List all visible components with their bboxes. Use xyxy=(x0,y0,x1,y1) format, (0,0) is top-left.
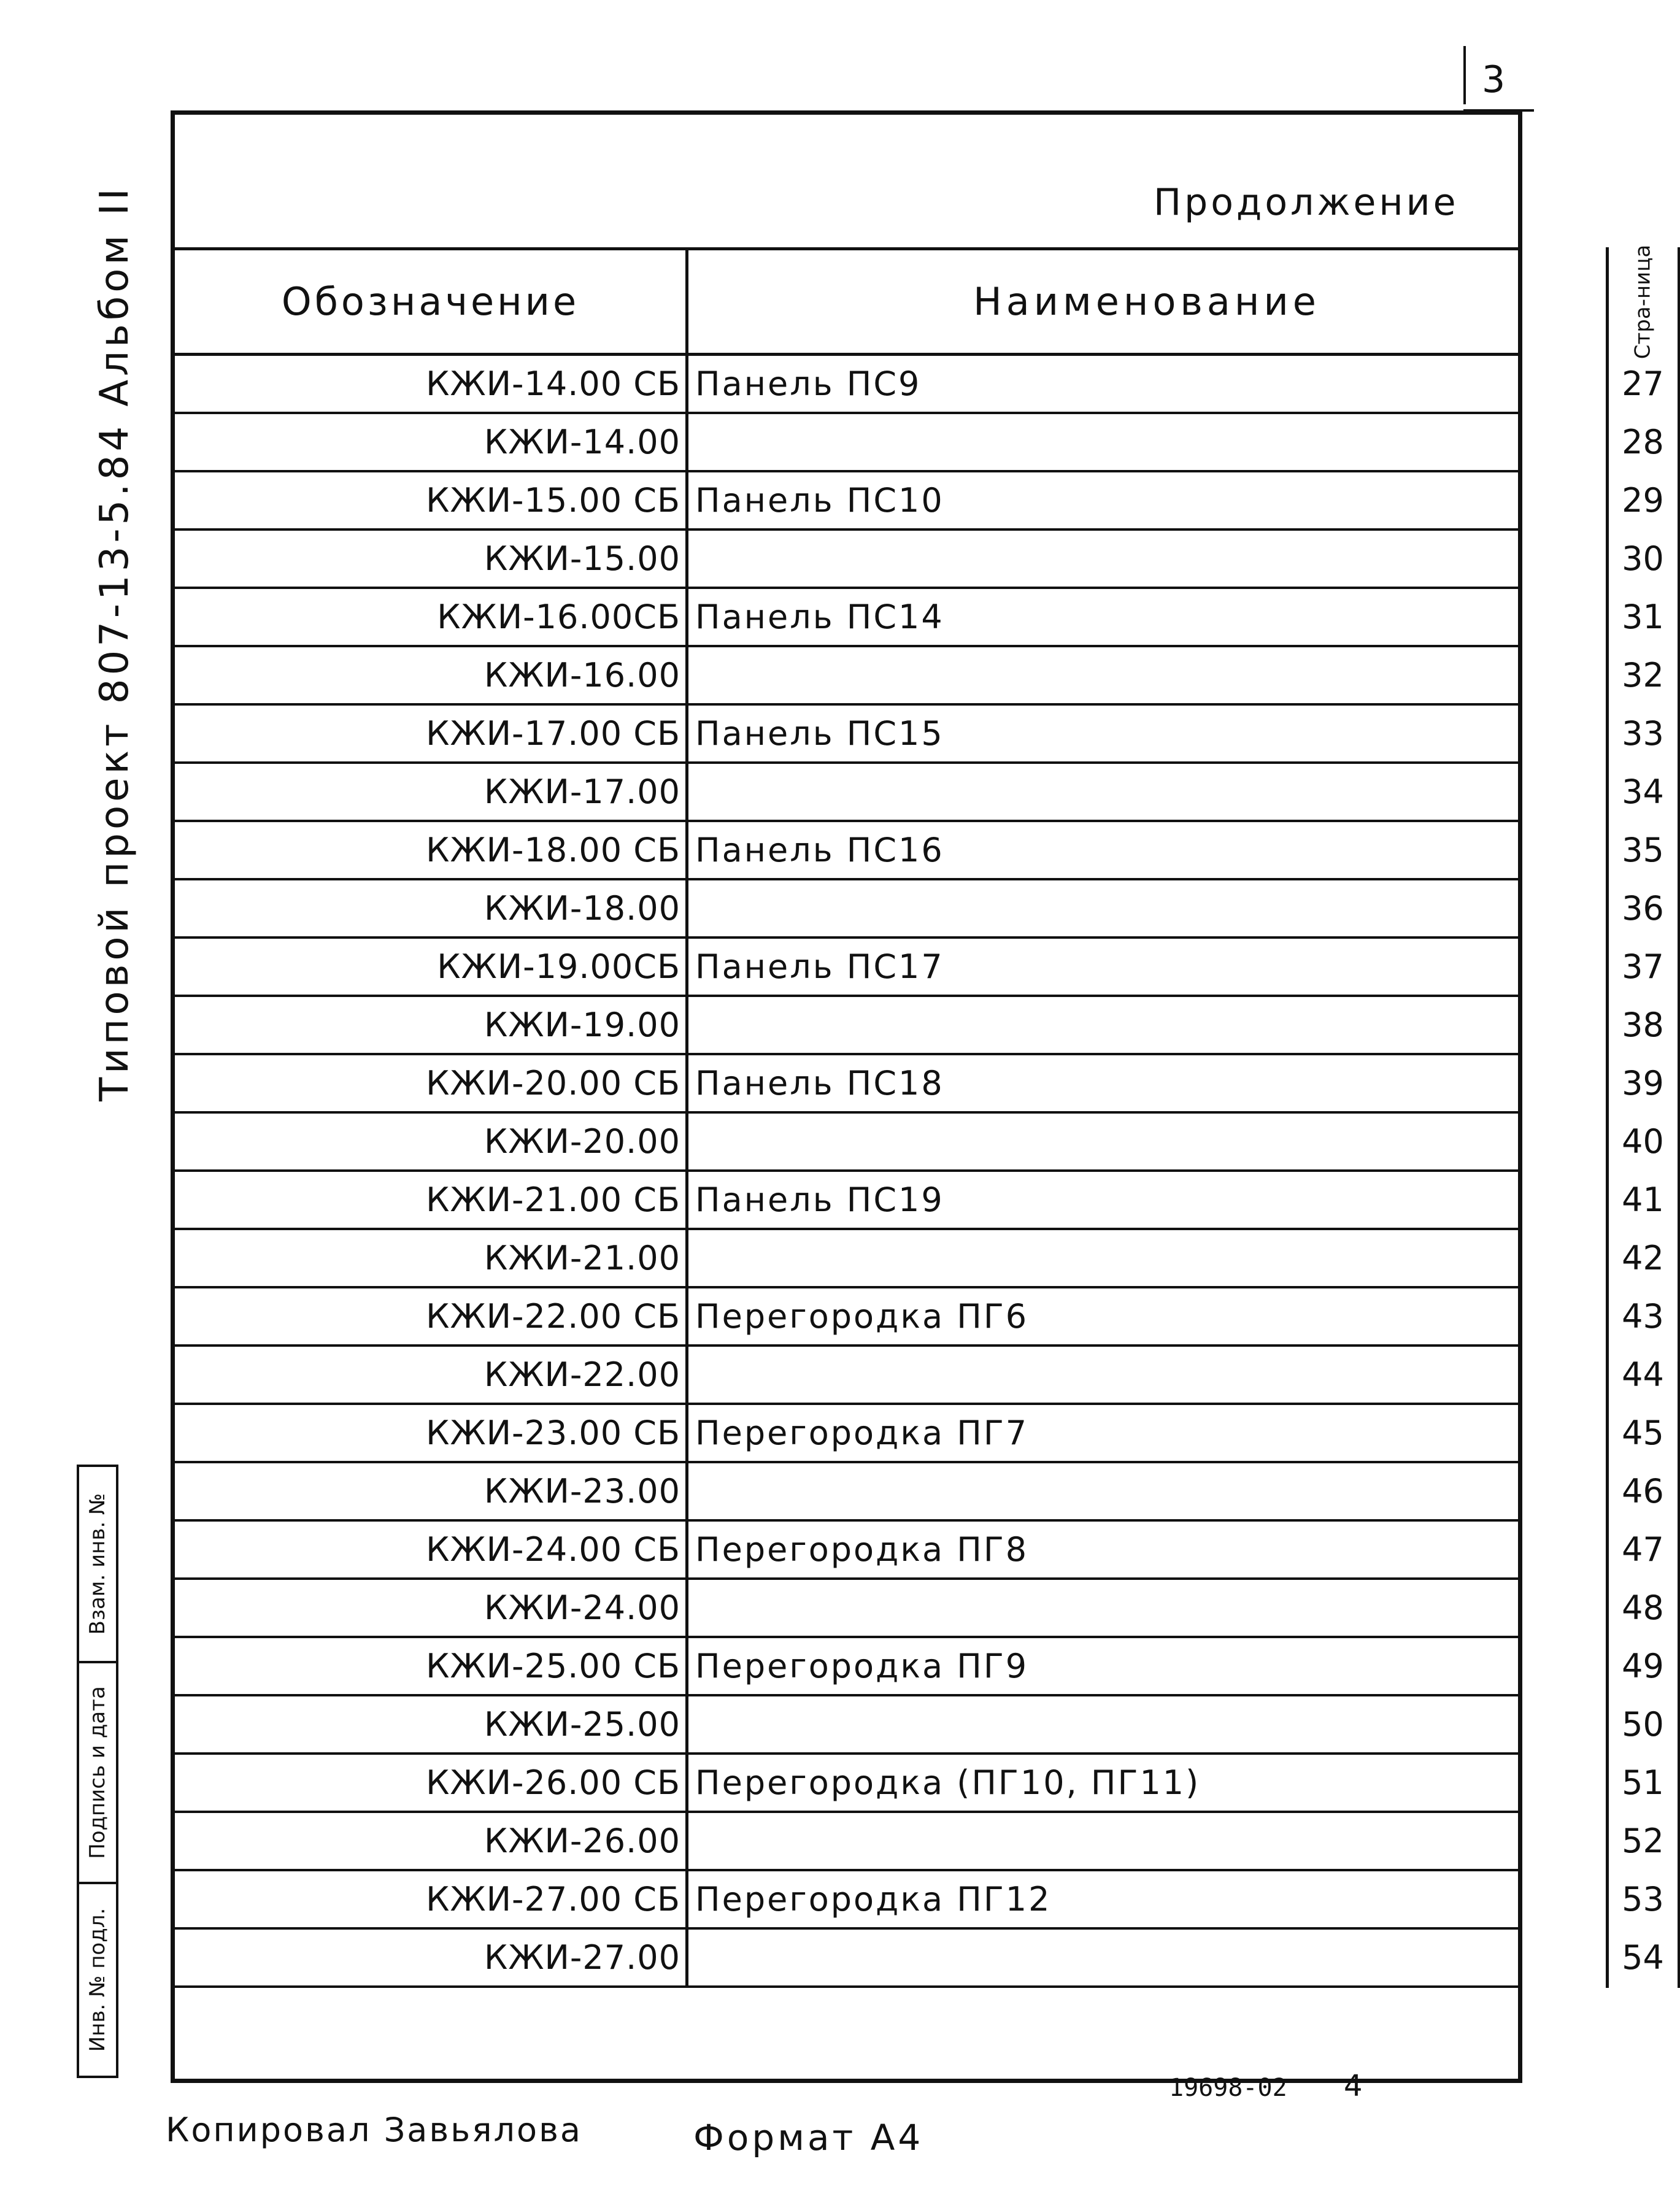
row-name xyxy=(687,1114,1607,1169)
header-designation: Обозначение xyxy=(281,279,580,324)
row-page: 33 xyxy=(1622,714,1664,753)
table-row xyxy=(174,1347,1664,1405)
row-page: 30 xyxy=(1622,539,1664,578)
row-designation: КЖИ-23.00 СБ xyxy=(426,1414,680,1452)
table-row xyxy=(174,414,1664,472)
stamp-vzam-cell xyxy=(79,1467,116,1663)
row-page: 37 xyxy=(1622,947,1664,986)
contents-table xyxy=(174,244,1664,1988)
table-row xyxy=(174,1114,1664,1172)
row-designation: КЖИ-26.00 xyxy=(484,1822,680,1860)
table-row xyxy=(174,1871,1664,1930)
row-designation: КЖИ-21.00 СБ xyxy=(426,1180,680,1219)
row-name: Перегородка ПГ8 xyxy=(695,1530,1029,1569)
row-page: 52 xyxy=(1622,1822,1664,1860)
row-name xyxy=(687,414,1607,470)
paper-format: Формат А4 xyxy=(693,2117,924,2158)
row-designation: КЖИ-25.00 xyxy=(484,1705,680,1744)
copied-by: Копировал Завьялова xyxy=(166,2111,583,2149)
row-name xyxy=(687,1463,1607,1519)
row-page: 42 xyxy=(1622,1239,1664,1277)
row-name: Перегородка ПГ9 xyxy=(695,1647,1029,1685)
row-name xyxy=(687,1230,1607,1286)
continuation-title: Продолжение xyxy=(1154,181,1459,224)
archive-code: 19698-02 xyxy=(1169,2074,1287,2102)
row-designation: КЖИ-14.00 xyxy=(484,423,680,461)
row-name: Панель ПС16 xyxy=(695,831,944,869)
header-page-label: Стра-ница xyxy=(1630,244,1655,359)
table-row xyxy=(174,1813,1664,1871)
row-designation: КЖИ-19.00 xyxy=(484,1006,680,1044)
row-name xyxy=(687,1930,1607,1985)
table-row xyxy=(174,1288,1664,1347)
table-row xyxy=(174,1405,1664,1463)
row-page: 28 xyxy=(1622,423,1664,461)
row-page: 35 xyxy=(1622,831,1664,869)
spine-title: Типовой проект 807-13-5.84 Альбом II xyxy=(92,185,137,1101)
row-designation: КЖИ-14.00 СБ xyxy=(426,364,680,403)
row-name: Панель ПС17 xyxy=(695,947,944,986)
row-designation: КЖИ-18.00 xyxy=(484,889,680,928)
table-row xyxy=(174,706,1664,764)
row-page: 40 xyxy=(1622,1122,1664,1161)
row-name: Панель ПС19 xyxy=(695,1180,944,1219)
row-page: 27 xyxy=(1622,364,1664,403)
row-name: Панель ПС18 xyxy=(695,1064,944,1103)
header-page xyxy=(1607,244,1679,359)
table-row xyxy=(174,1055,1664,1114)
row-page: 34 xyxy=(1622,772,1664,811)
row-name: Панель ПС10 xyxy=(695,481,944,520)
table-body xyxy=(174,356,1664,1988)
row-name: Перегородка (ПГ10, ПГ11) xyxy=(695,1763,1201,1802)
row-name xyxy=(687,880,1607,936)
table-row xyxy=(174,1172,1664,1230)
row-designation: КЖИ-17.00 СБ xyxy=(426,714,680,753)
table-row xyxy=(174,1638,1664,1696)
row-name xyxy=(687,647,1607,703)
table-row xyxy=(174,531,1664,589)
table-row xyxy=(174,647,1664,706)
row-page: 31 xyxy=(1622,598,1664,636)
row-designation: КЖИ-25.00 СБ xyxy=(426,1647,680,1685)
row-name xyxy=(687,1696,1607,1752)
stamp-inv-label: Инв. № подл. xyxy=(85,1908,110,2052)
row-designation: КЖИ-20.00 СБ xyxy=(426,1064,680,1103)
row-page: 38 xyxy=(1622,1006,1664,1044)
row-name xyxy=(687,997,1607,1053)
row-name xyxy=(687,531,1607,587)
row-designation: КЖИ-27.00 xyxy=(484,1938,680,1977)
stamp-vzam-label: Взам. инв. № xyxy=(85,1493,110,1635)
row-designation: КЖИ-24.00 СБ xyxy=(426,1530,680,1569)
table-row xyxy=(174,1930,1664,1988)
table-row xyxy=(174,1522,1664,1580)
header-name: Наименование xyxy=(973,279,1320,324)
row-name xyxy=(687,764,1607,820)
table-header xyxy=(174,244,1655,359)
row-page: 53 xyxy=(1622,1880,1664,1919)
page-number-divider xyxy=(1463,46,1466,104)
table-row xyxy=(174,997,1664,1055)
row-designation: КЖИ-16.00СБ xyxy=(437,598,680,636)
row-page: 29 xyxy=(1622,481,1664,520)
row-designation: КЖИ-16.00 xyxy=(484,656,680,695)
row-page: 49 xyxy=(1622,1647,1664,1685)
column-divider-1 xyxy=(685,247,688,1988)
row-name: Панель ПС15 xyxy=(695,714,944,753)
table-row xyxy=(174,880,1664,939)
row-page: 44 xyxy=(1622,1355,1664,1394)
table-row xyxy=(174,589,1664,647)
row-designation: КЖИ-20.00 xyxy=(484,1122,680,1161)
row-name: Перегородка ПГ12 xyxy=(695,1880,1052,1919)
row-name xyxy=(687,1580,1607,1636)
row-page: 51 xyxy=(1622,1763,1664,1802)
row-designation: КЖИ-15.00 СБ xyxy=(426,481,680,520)
row-name: Перегородка ПГ7 xyxy=(695,1414,1029,1452)
row-designation: КЖИ-23.00 xyxy=(484,1472,680,1511)
table-row xyxy=(174,1755,1664,1813)
row-page: 47 xyxy=(1622,1530,1664,1569)
row-designation: КЖИ-21.00 xyxy=(484,1239,680,1277)
row-name xyxy=(687,1813,1607,1869)
row-designation: КЖИ-22.00 xyxy=(484,1355,680,1394)
row-page: 39 xyxy=(1622,1064,1664,1103)
row-page: 50 xyxy=(1622,1705,1664,1744)
table-row xyxy=(174,764,1664,822)
page-number: 3 xyxy=(1482,58,1506,101)
table-row xyxy=(174,1580,1664,1638)
row-name: Панель ПС9 xyxy=(695,364,922,403)
stamp-podpis-label: Подпись и дата xyxy=(85,1686,110,1859)
row-page: 45 xyxy=(1622,1414,1664,1452)
row-page: 32 xyxy=(1622,656,1664,695)
row-name: Перегородка ПГ6 xyxy=(695,1297,1029,1336)
row-name xyxy=(687,1347,1607,1403)
row-page: 41 xyxy=(1622,1180,1664,1219)
table-row xyxy=(174,1463,1664,1522)
table-row xyxy=(174,1230,1664,1288)
row-designation: КЖИ-18.00 СБ xyxy=(426,831,680,869)
column-divider-2 xyxy=(1606,247,1609,1988)
row-page: 43 xyxy=(1622,1297,1664,1336)
row-designation: КЖИ-26.00 СБ xyxy=(426,1763,680,1802)
row-designation: КЖИ-24.00 xyxy=(484,1588,680,1627)
stamp-inv-cell xyxy=(79,1884,116,2076)
row-page: 54 xyxy=(1622,1938,1664,1977)
column-divider-3 xyxy=(1678,247,1680,1988)
row-designation: КЖИ-17.00 xyxy=(484,772,680,811)
row-page: 46 xyxy=(1622,1472,1664,1511)
row-page: 48 xyxy=(1622,1588,1664,1627)
table-row xyxy=(174,822,1664,880)
table-row xyxy=(174,356,1664,414)
table-row xyxy=(174,1696,1664,1755)
row-designation: КЖИ-15.00 xyxy=(484,539,680,578)
row-page: 36 xyxy=(1622,889,1664,928)
sheet-mark: 4 xyxy=(1344,2069,1363,2103)
row-designation: КЖИ-27.00 СБ xyxy=(426,1880,680,1919)
table-row xyxy=(174,939,1664,997)
table-row xyxy=(174,472,1664,531)
approval-stamp xyxy=(77,1465,118,2078)
row-designation: КЖИ-19.00СБ xyxy=(437,947,680,986)
stamp-podpis-cell xyxy=(79,1663,116,1884)
row-name: Панель ПС14 xyxy=(695,598,944,636)
row-designation: КЖИ-22.00 СБ xyxy=(426,1297,680,1336)
